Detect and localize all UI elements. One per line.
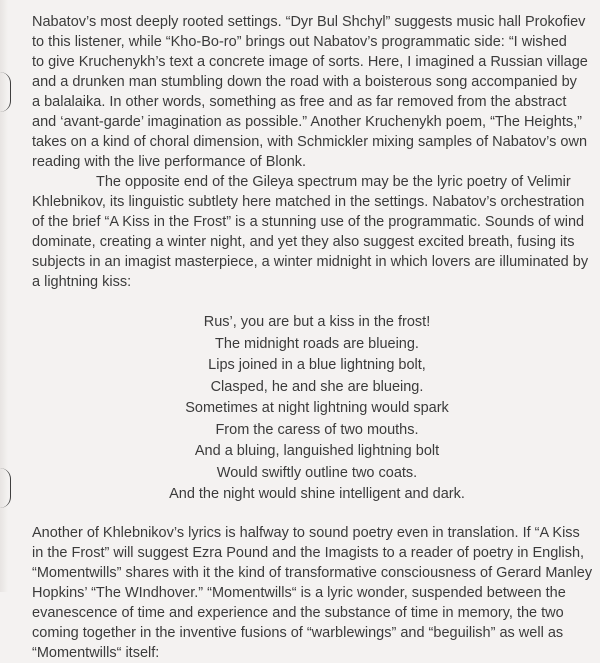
text-line: a lightning kiss:: [32, 274, 132, 290]
text-line: reading with the live performance of Blonk.: [32, 154, 307, 170]
poem-line: And a bluing, languished lightning bolt: [194, 443, 440, 459]
paragraph-2: [32, 172, 592, 292]
text-line: Another of Khlebnikov’s lyrics is halfway to sound poetry even in translation. If “A Kiss: [32, 524, 580, 541]
text-line: to this listener, while “Kho-Bo-ro” brings out Nabatov’s programmatic side: “I wished: [32, 34, 567, 50]
text-line: and ‘avant-garde’ imagination as possible.” Another Kruchenykh poem, “The Heights,”: [32, 114, 582, 130]
text-line: and a drunken man stumbling down the road with a boisterous song accompanied by: [32, 74, 577, 90]
liner-notes-page: [32, 12, 592, 663]
text-line: coming together in the inventive fusions of “warblewings” and “beguilish” as well as: [32, 624, 564, 641]
text-line: “Momentwills” shares with it the kind of transformative consciousness of Gerard Manley: [32, 564, 593, 581]
text-line: a balalaika. In other words, something as free and as far removed from the abstract: [32, 94, 567, 110]
text-line: of the brief “A Kiss in the Frost” is a stunning use of the programmatic. Sounds of wind: [32, 214, 585, 230]
paragraph-3: [32, 523, 592, 663]
text-line: Nabatov’s most deeply rooted settings. “Dyr Bul Shchyl” suggests music hall Prokofiev: [32, 14, 586, 30]
poem-line: And the night would shine intelligent and dark.: [169, 486, 465, 502]
text-line: Khlebnikov, its linguistic subtlety here matched in the settings. Nabatov’s orchestration: [32, 194, 585, 210]
text-line: evanescence of time and experience and the substance of time in memory, the two: [32, 604, 564, 621]
text-line: Hopkins’ “The WIndhover.” “Momentwills“ is a lyric wonder, suspended between the: [32, 584, 566, 601]
binding-mark-bottom: [0, 468, 11, 508]
poem-line: Rus’, you are but a kiss in the frost!: [203, 314, 431, 330]
poem-line: From the caress of two mouths.: [215, 421, 419, 438]
poem-a-kiss-in-the-frost: [32, 312, 592, 506]
text-line: takes on a kind of choral dimension, with Schmickler mixing samples of Nabatov’s own: [32, 134, 588, 150]
text-line: subjects in an imagist masterpiece, a winter midnight in which lovers are illuminated by: [32, 254, 589, 270]
text-line: The opposite end of the Gileya spectrum may be the lyric poetry of Velimir: [96, 174, 571, 190]
text-line: dominate, creating a winter night, and yet they also suggest excited breath, fusing its: [32, 234, 575, 250]
poem-line: Sometimes at night lightning would spark: [185, 400, 449, 416]
text-line: “Momentwills“ itself:: [32, 644, 160, 661]
poem-line: The midnight roads are blueing.: [215, 335, 419, 352]
poem-line: Lips joined in a blue lightning bolt,: [208, 357, 426, 373]
poem-line: Clasped, he and she are blueing.: [210, 378, 424, 395]
poem-line: Would swiftly outline two coats.: [216, 464, 418, 481]
binding-mark-top: [0, 72, 11, 112]
text-line: to give Kruchenykh’s text a concrete image of sorts. Here, I imagined a Russian village: [32, 54, 588, 70]
paragraph-1: [32, 12, 592, 172]
text-line: in the Frost” will suggest Ezra Pound and the Imagists to a reader of poetry in English,: [32, 544, 585, 561]
